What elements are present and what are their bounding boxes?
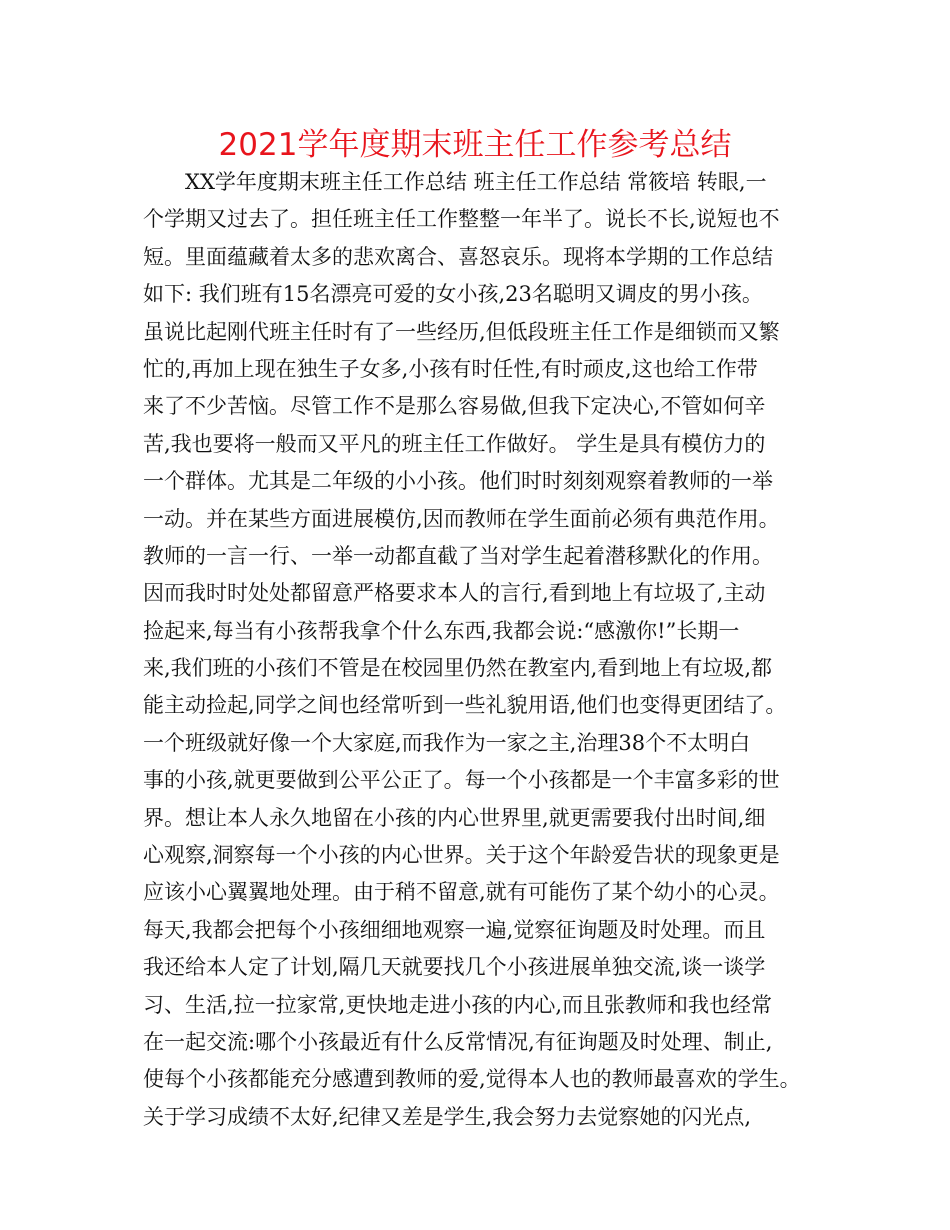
body-line: 在一起交流:哪个小孩最近有什么反常情况,有征询题及时处理、制止, (143, 1029, 773, 1054)
body-line: 能主动捡起,同学之间也经常听到一些礼貌用语,他们也变得更团结了。 (143, 693, 787, 718)
body-line: 虽说比起刚代班主任时有了一些经历,但低段班主任工作是细锁而又繁 (143, 319, 780, 344)
body-line: 教师的一言一行、一举一动都直截了当对学生起着潜移默化的作用。 (143, 543, 773, 568)
body-line: 一个班级就好像一个大家庭,而我作为一家之主,治理38个不太明白 (143, 730, 751, 755)
body-line: 一个群体。尤其是二年级的小小孩。他们时时刻刻观察着教师的一举 (143, 469, 773, 494)
body-line: 我还给本人定了计划,隔几天就要找几个小孩进展单独交流,谈一谈学 (143, 955, 766, 980)
body-line: 心观察,洞察每一个小孩的内心世界。关于这个年龄爱告状的现象更是 (143, 843, 780, 868)
body-line: 短。里面蕴藏着太多的悲欢离合、喜怒哀乐。现将本学期的工作总结 (143, 244, 773, 269)
body-line: 关于学习成绩不太好,纪律又差是学生,我会努力去觉察她的闪光点, (143, 1104, 752, 1129)
body-line: XX学年度期末班主任工作总结 班主任工作总结 常筱培 转眼,一 (143, 170, 767, 194)
document-body (143, 164, 823, 1136)
body-line: 应该小心翼翼地处理。由于稍不留意,就有可能伤了某个幼小的心灵。 (143, 880, 780, 905)
body-line: 每天,我都会把每个小孩细细地观察一遍,觉察征询题及时处理。而且 (143, 917, 766, 942)
body-line: 来了不少苦恼。尽管工作不是那么容易做,但我下定决心,不管如何辛 (143, 394, 766, 419)
body-line: 界。想让本人永久地留在小孩的内心世界里,就更需要我付出时间,细 (143, 805, 766, 830)
body-line: 苦,我也要将一般而又平凡的班主任工作做好。 学生是具有模仿力的 (143, 431, 766, 456)
body-line: 来,我们班的小孩们不管是在校园里仍然在教室内,看到地上有垃圾,都 (143, 656, 773, 681)
body-line: 习、生活,拉一拉家常,更快地走进小孩的内心,而且张教师和我也经常 (143, 992, 773, 1017)
body-line: 如下: 我们班有15名漂亮可爱的女小孩,23名聪明又调皮的男小孩。 (143, 282, 763, 307)
body-line: 一动。并在某些方面进展模仿,因而教师在学生面前必须有典范作用。 (143, 506, 780, 531)
body-line: 事的小孩,就更要做到公平公正了。每一个小孩都是一个丰富多彩的世 (143, 768, 780, 793)
body-line: 因而我时时处处都留意严格要求本人的言行,看到地上有垃圾了,主动 (143, 581, 766, 606)
body-line: 个学期又过去了。担任班主任工作整整一年半了。说长不长,说短也不 (143, 207, 780, 232)
document-title: 2021学年度期末班主任工作参考总结 (218, 127, 732, 163)
body-line: 忙的,再加上现在独生子女多,小孩有时任性,有时顽皮,这也给工作带 (143, 356, 758, 381)
body-line: 捡起来,每当有小孩帮我拿个什么东西,我都会说:“感激你!”长期一 (143, 618, 740, 643)
body-line: 使每个小孩都能充分感遭到教师的爱,觉得本人也的教师最喜欢的学生。 (143, 1067, 801, 1092)
